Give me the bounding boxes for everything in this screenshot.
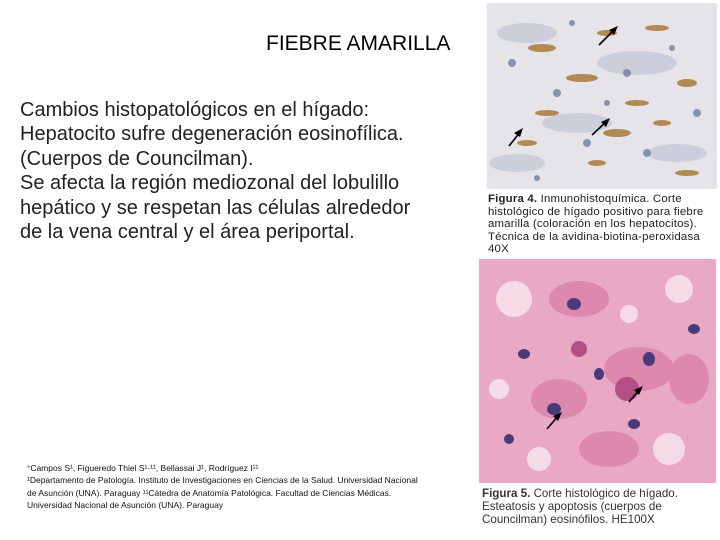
figure4-image: [487, 3, 717, 189]
citation: [27, 462, 472, 511]
citation-line: [27, 462, 472, 474]
citation-line: ¹Departamento de Patología. Instituto de Investigaciones en Ciencias de la Salud. Universidad Nacional: [27, 475, 418, 486]
citation-line: de Asunción (UNA). Paraguay ¹¹Cátedra de Anatomía Patológica. Facultad de Ciencias Médicas.: [27, 487, 392, 498]
citation-marker[interactable]: *: [27, 463, 31, 473]
body-line: de la vena central y el área periportal.: [20, 221, 355, 244]
figure4-micrograph: [487, 3, 717, 189]
body-line: Se afecta la región mediozonal del lobulillo: [20, 172, 400, 195]
body-line: hepático y se respetan las células alrededor: [20, 196, 411, 219]
citation-line: Universidad Nacional de Asunción (UNA). Paraguay: [27, 499, 224, 510]
figure4-caption-text: Inmunohistoquímica. Corte histológico de hígado positivo para fiebre amarilla (coloración en los hepatocitos). Técnica de la avidina-biotina-peroxidasa 40X: [488, 193, 704, 256]
body-text: [20, 98, 475, 244]
slide-title: FIEBRE AMARILLA: [266, 32, 451, 55]
figure5-micrograph: [479, 259, 716, 483]
body-line: Cambios histopatológicos en el hígado:: [20, 99, 370, 121]
figure4-caption: [488, 193, 718, 259]
figure5-label: Figura 5.: [482, 487, 531, 500]
body-line: (Cuerpos de Councilman).: [20, 147, 254, 170]
figure5-image: [479, 259, 716, 483]
figure5-caption: [482, 487, 718, 527]
figure5-caption-text: Corte histológico de hígado. Esteatosis y apoptosis (cuerpos de Councilman) eosinófilos. HE100X: [482, 487, 678, 527]
citation-authors: Campos S¹, Figueredo Thiel S¹·¹¹, Bellassai J¹, Rodríguez I¹¹: [30, 463, 259, 473]
figure4-label: Figura 4.: [488, 193, 538, 205]
body-line: Hepatocito sufre degeneración eosinofílica.: [20, 123, 404, 146]
